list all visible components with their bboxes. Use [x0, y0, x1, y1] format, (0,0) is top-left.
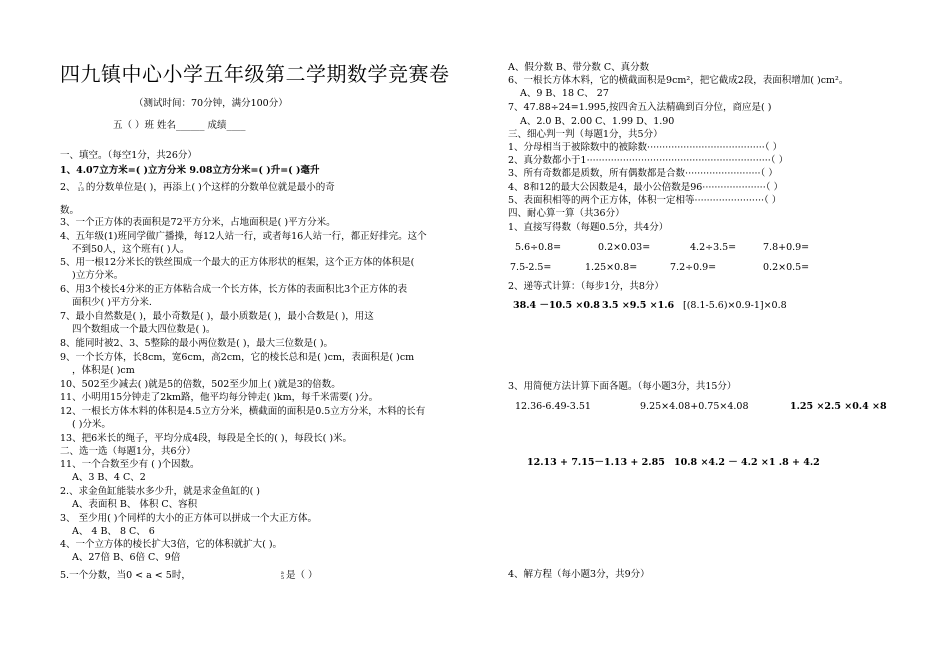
simple-item: 12.36-6.49-3.51 [515, 401, 591, 412]
choice-q1: 11、一个合数至少有 ( )个因数。 [60, 459, 200, 470]
choice-q6: 6、一根长方体木料，它的横截面积是9cm²，把它截成2段，表面积增加( )cm²。 [508, 75, 849, 86]
simple-calc-header: 3、用简便方法计算下面各题。（每小题3分，共15分） [508, 381, 737, 392]
fraction-a-5 [281, 571, 284, 581]
fill-q2 [60, 182, 335, 194]
fill-q9b: ，体积是( )cm [72, 365, 135, 376]
exam-subtitle: （测试时间：70分钟，满分100分） [134, 98, 288, 109]
fill-q13: 13、把6米长的绳子，平均分成4段，每段是全长的( )，每段长( )米。 [60, 433, 353, 444]
fill-q2-cont: 数。 [60, 205, 80, 216]
direct-item: 7.2÷0.9= [670, 262, 717, 273]
fill-q12b: ( )分米。 [72, 419, 111, 430]
fill-q7b: 四个数组成一个最大四位数是( )。 [72, 324, 216, 335]
fraction-denominator: 13 [77, 186, 84, 193]
fill-q6b: 面积少( )平方分米. [72, 297, 152, 308]
choice-q5-options: A、假分数 B、带分数 C、真分数 [508, 62, 650, 73]
choice-q2-options: A、表面积 B、 体积 C、容积 [72, 499, 198, 510]
fill-q1: 1、4.07立方米=( )立方分米 9.08立方分米=( )升=( )毫升 [60, 165, 320, 176]
simple-item: 10.8 ×4.2 － 4.2 ×1 .8 + 4.2 [674, 457, 820, 468]
choice-q3-options: A、 4 B、 8 C、 6 [72, 526, 155, 537]
fill-q5a: 5、用一根12分米长的铁丝围成一个最大的正方体形状的框架，这个正方体的体积是( [60, 257, 415, 268]
simple-item: 9.25×4.08+0.75×4.08 [640, 401, 749, 412]
section-calc-header: 四、耐心算一算（共36分） [508, 208, 625, 219]
fill-q4a: 4、五年级(1)班同学做广播操，每12人站一行，或者每16人站一行，都正好排完。这个 [60, 231, 427, 242]
fill-q10: 10、502至少减去( )就是5的倍数，502至少加上( )就是3的倍数。 [60, 379, 341, 390]
fill-q2-text: 的分数单位是( )，再添上( )个这样的分数单位就是最小的奇 [85, 182, 335, 193]
choice-q1-options: A、3 B、4 C、2 [72, 472, 146, 483]
step-item: [(8.1-5.6)×0.9-1]×0.8 [683, 300, 787, 311]
judge-q1: 1、分母相当于被除数中的被除数·······································（ ） [508, 142, 783, 153]
step-item: 3.5 ×9.5 ×1.6 [602, 300, 675, 311]
simple-item: 12.13 + 7.15－1.13 + 2.85 [527, 457, 665, 468]
judge-q5: 5、表面积相等的两个正方体，体积一定相等·······················（ ） [508, 195, 782, 206]
choice-q4-options: A、27倍 B、6倍 C、9倍 [72, 552, 181, 563]
choice-q5-suffix: 是（ ） [286, 570, 318, 581]
simple-item: 1.25 ×2.5 ×0.4 ×8 [790, 401, 887, 412]
choice-q5-prefix: 5.一个分数，当0 < a < 5时， [60, 570, 191, 581]
direct-item: 5.6÷0.8= [515, 242, 562, 253]
choice-q7: 7、47.88÷24=1.995,按四舍五入法精确到百分位，商应是( ) [508, 102, 772, 113]
direct-calc-header: 1、直接写得数（每题0.5分，共4分） [508, 222, 669, 233]
direct-item: 7.5-2.5= [510, 262, 552, 273]
judge-q2: 2、真分数都小于1·····························································（ ） [508, 155, 789, 166]
section-judge-header: 三、细心判一判（每题1分，共5分） [508, 129, 663, 140]
choice-q6-options: A、9 B、18 C、 27 [520, 88, 609, 99]
fill-q11: 11、小明用15分钟走了2km路，他平均每分钟走( )km，每千米需要( )分。 [60, 392, 379, 403]
choice-q5 [60, 570, 318, 582]
student-info-line: 五（ ）班 姓名______ 成绩____ [113, 120, 246, 131]
step-item: 38.4 －10.5 ×0.8 [513, 300, 600, 311]
fraction-numerator: a [280, 569, 284, 576]
fraction-denominator: 5 [280, 574, 285, 581]
choice-q4: 4、一个立方体的棱长扩大3倍，它的体积就扩大( )。 [60, 539, 283, 550]
direct-item: 7.8+0.9= [763, 242, 810, 253]
fill-q5b: )立方分米。 [72, 270, 124, 281]
exam-title: 四九镇中心小学五年级第二学期数学竞赛卷 [60, 62, 450, 86]
fraction-7-13 [78, 183, 84, 193]
direct-item: 0.2×0.5= [763, 262, 810, 273]
choice-q2: 2.、求金鱼缸能装水多少升，就是求金鱼缸的( ) [60, 486, 260, 497]
fill-q2-prefix: 2、 [60, 182, 76, 193]
section-choice-header: 二、选一选（每题1分，共6分） [60, 446, 196, 457]
direct-item: 0.2×0.03= [598, 242, 651, 253]
judge-q4: 4、8和12的最大公因数是4，最小公倍数是96·····················（ ） [508, 182, 783, 193]
section-fill-header: 一、填空。（每空1分，共26分） [60, 150, 197, 161]
fill-q7a: 7、最小自然数是( )，最小奇数是( )，最小质数是( )，最小合数是( )，用这 [60, 311, 374, 322]
fill-q12a: 12、一根长方体木料的体积是4.5立方分米，横截面的面积是0.5立方分米，木料的长有 [60, 406, 426, 417]
choice-q7-options: A、2.0 B、2.00 C、1.99 D、1.90 [520, 116, 675, 127]
direct-item: 4.2÷3.5= [690, 242, 737, 253]
fill-q9a: 9、一个长方体，长8cm，宽6cm，高2cm，它的棱长总和是( )cm，表面积是( )cm [60, 352, 415, 363]
equation-header: 4、解方程（每小题3分，共9分） [508, 569, 650, 580]
fill-q3: 3、一个正方体的表面积是72平方分米，占地面积是( )平方分米。 [60, 217, 336, 228]
fraction-numerator: 7 [79, 181, 83, 188]
step-calc-header: 2、递等式计算：（每步1分，共8分） [508, 281, 664, 292]
choice-q3: 3、 至少用( )个同样的大小的正方体可以拼成一个大正方体。 [60, 513, 317, 524]
fill-q6a: 6、用3个棱长4分米的正方体粘合成一个长方体，长方体的表面积比3个正方体的表 [60, 284, 408, 295]
fill-q4b: 不到50人，这个班有( )人。 [72, 244, 190, 255]
judge-q3: 3、所有奇数都是质数，所有偶数都是合数·························（ ） [508, 168, 778, 179]
fill-q8: 8、能同时被2、3、5整除的最小两位数是( )，最大三位数是( )。 [60, 338, 334, 349]
direct-item: 1.25×0.8= [585, 262, 638, 273]
